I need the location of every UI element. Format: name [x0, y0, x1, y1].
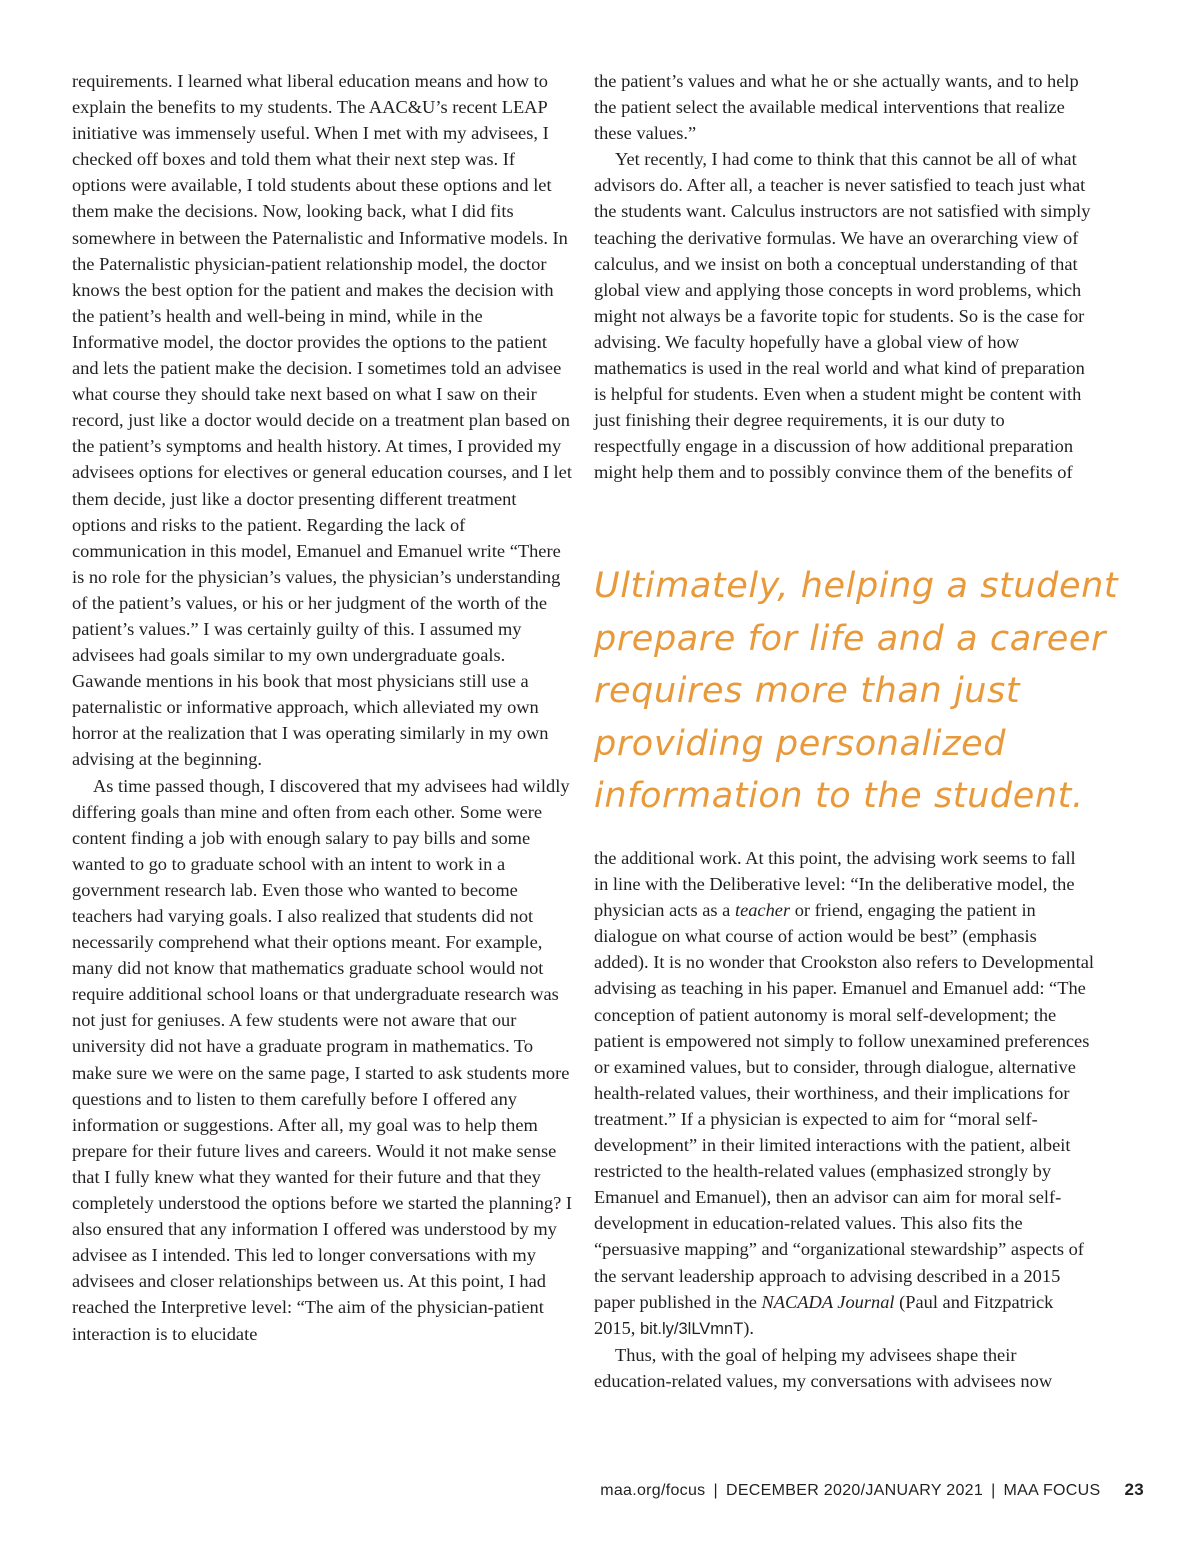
text-run: (Paul and Fitzpatrick 2015, — [594, 1291, 1054, 1338]
pull-quote-line: prepare for life and a career — [594, 618, 1107, 659]
text-run: ). — [743, 1317, 755, 1338]
paragraph: requirements. I learned what liberal education means and how to explain the benefits to my students. The AAC&U’s recent LEAP initiative was immensely useful. When I met with my advisees, I checked off boxes and told them what their next step was. If options were available, I told students about these options and let them make the decisions. Now, looking back, what I did fits somewhere in between the Paternalistic and Informative models. In the Paternalistic physician-patient relationship model, the doctor knows the best option for the patient and makes the decision with the patient’s health and well-being in mind, while in the Informative model, the doctor provides the options to the patient and lets the patient make the decision. I sometimes told an advisee what course they should take next based on what I saw on their record, just like a doctor would decide on a treatment plan based on the patient’s symptoms and health history. At times, I provided my advisees options for electives or general education courses, and I let them decide, just like a doctor presenting different treatment options and risks to the patient. Regarding the lack of communication in this model, Emanuel and Emanuel write “There is no role for the physician’s values, the physician’s understanding of the patient’s values, or his or her judgment of the worth of the patient’s values.” I was certainly guilty of this. I assumed my advisees had goals similar to my own undergraduate goals. Gawande mentions in his book that most physicians still use a paternalistic or informative approach, which alleviated my own horror at the realization that I was operating similarly in my own advising at the beginning. — [72, 71, 572, 770]
right-column-bottom — [594, 845, 1094, 1394]
footer-separator: | — [713, 1482, 718, 1499]
pull-quote-line: providing personalized — [594, 723, 1007, 764]
paragraph: Yet recently, I had come to think that this cannot be all of what advisors do. After all, a teacher is never satisfied to teach just what the students want. Calculus instructors are not satisfied with simply teaching the derivative formulas. We have an overarching view of calculus, and we insist on both a conceptual understanding of that global view and applying those concepts in word problems, which might not always be a favorite topic for students. So is the case for advising. We faculty hopefully have a global view of how mathematics is used in the real world and what kind of preparation is helpful for students. Even when a student might be content with just finishing their degree requirements, it is our duty to respectfully engage in a discussion of how additional preparation might help them and to possibly convince them of the benefits of — [594, 149, 1091, 483]
footer-magazine: MAA FOCUS — [1003, 1482, 1101, 1499]
page-number: 23 — [1124, 1480, 1144, 1499]
right-column-top — [594, 68, 1094, 486]
pull-quote-line: Ultimately, helping a student — [594, 566, 1119, 606]
footer-issue: DECEMBER 2020/JANUARY 2021 — [725, 1482, 984, 1499]
pull-quote-line: requires more than just — [594, 671, 1021, 711]
article-link[interactable]: bit.ly/3lLVmnT — [639, 1319, 744, 1338]
page-footer — [600, 1480, 1144, 1500]
paragraph: Thus, with the goal of helping my advisees shape their education-related values, my conversations with advisees now — [594, 1344, 1053, 1391]
pull-quote — [594, 560, 1154, 823]
footer-site-link[interactable]: maa.org/focus — [600, 1482, 706, 1499]
paragraph: the patient’s values and what he or she actually wants, and to help the patient select the available medical interventions that realize these values.” — [594, 71, 1079, 144]
text-run: or friend, engaging the patient in dialogue on what course of action would be best” (emphasis added). It is no wonder that Crookston also refers to Developmental advising as teaching in his paper. Emanuel and Emanuel add: “The conception of patient autonomy is moral self-development; the patient is empowered not simply to follow unexamined preferences or examined values, but to consider, through dialogue, alternative health-related values, their worthiness, and their implications for treatment.” If a physician is expected to aim for “moral self-development” in their limited interactions with the patient, albeit restricted to the health-related values (emphasized strongly by Emanuel and Emanuel), then an advisor can aim for moral self-development in education-related values. This also fits the “persuasive mapping” and “organizational stewardship” aspects of the servant leadership approach to advising described in a 2015 paper published in the — [594, 900, 1094, 1312]
paragraph — [594, 845, 1094, 1342]
text-run: the additional work. At this point, the advising work seems to fall in line with the Deliberative level: “In the deliberative model, the physician acts as a — [594, 848, 1076, 921]
journal-title: NACADA Journal — [761, 1291, 895, 1312]
footer-separator: | — [991, 1482, 996, 1499]
left-column — [72, 68, 572, 1347]
emphasis-teacher: teacher — [734, 900, 791, 921]
paragraph: As time passed though, I discovered that my advisees had wildly differing goals than mine and often from each other. Some were content finding a job with enough salary to pay bills and some wanted to go to graduate school with an intent to work in a government research lab. Even those who wanted to become teachers had varying goals. I also realized that students did not necessarily comprehend what their options meant. For example, many did not know that mathematics graduate school would not require additional school loans or that undergraduate research was not just for geniuses. A few students were not aware that our university did not have a graduate program in mathematics. To make sure we were on the same page, I started to ask students more questions and to listen to them carefully before I offered any information or suggestions. After all, my goal was to help them prepare for their future lives and careers. Would it not make sense that I fully knew what they wanted for their future and that they completely understood the options before we started the planning? I also ensured that any information I offered was understood by my advisee as I intended. This led to longer conversations with my advisees and closer relationships between us. At this point, I had reached the Interpretive level: “The aim of the physician-patient interaction is to elucidate — [72, 775, 572, 1344]
pull-quote-line: information to the student. — [594, 776, 1084, 816]
